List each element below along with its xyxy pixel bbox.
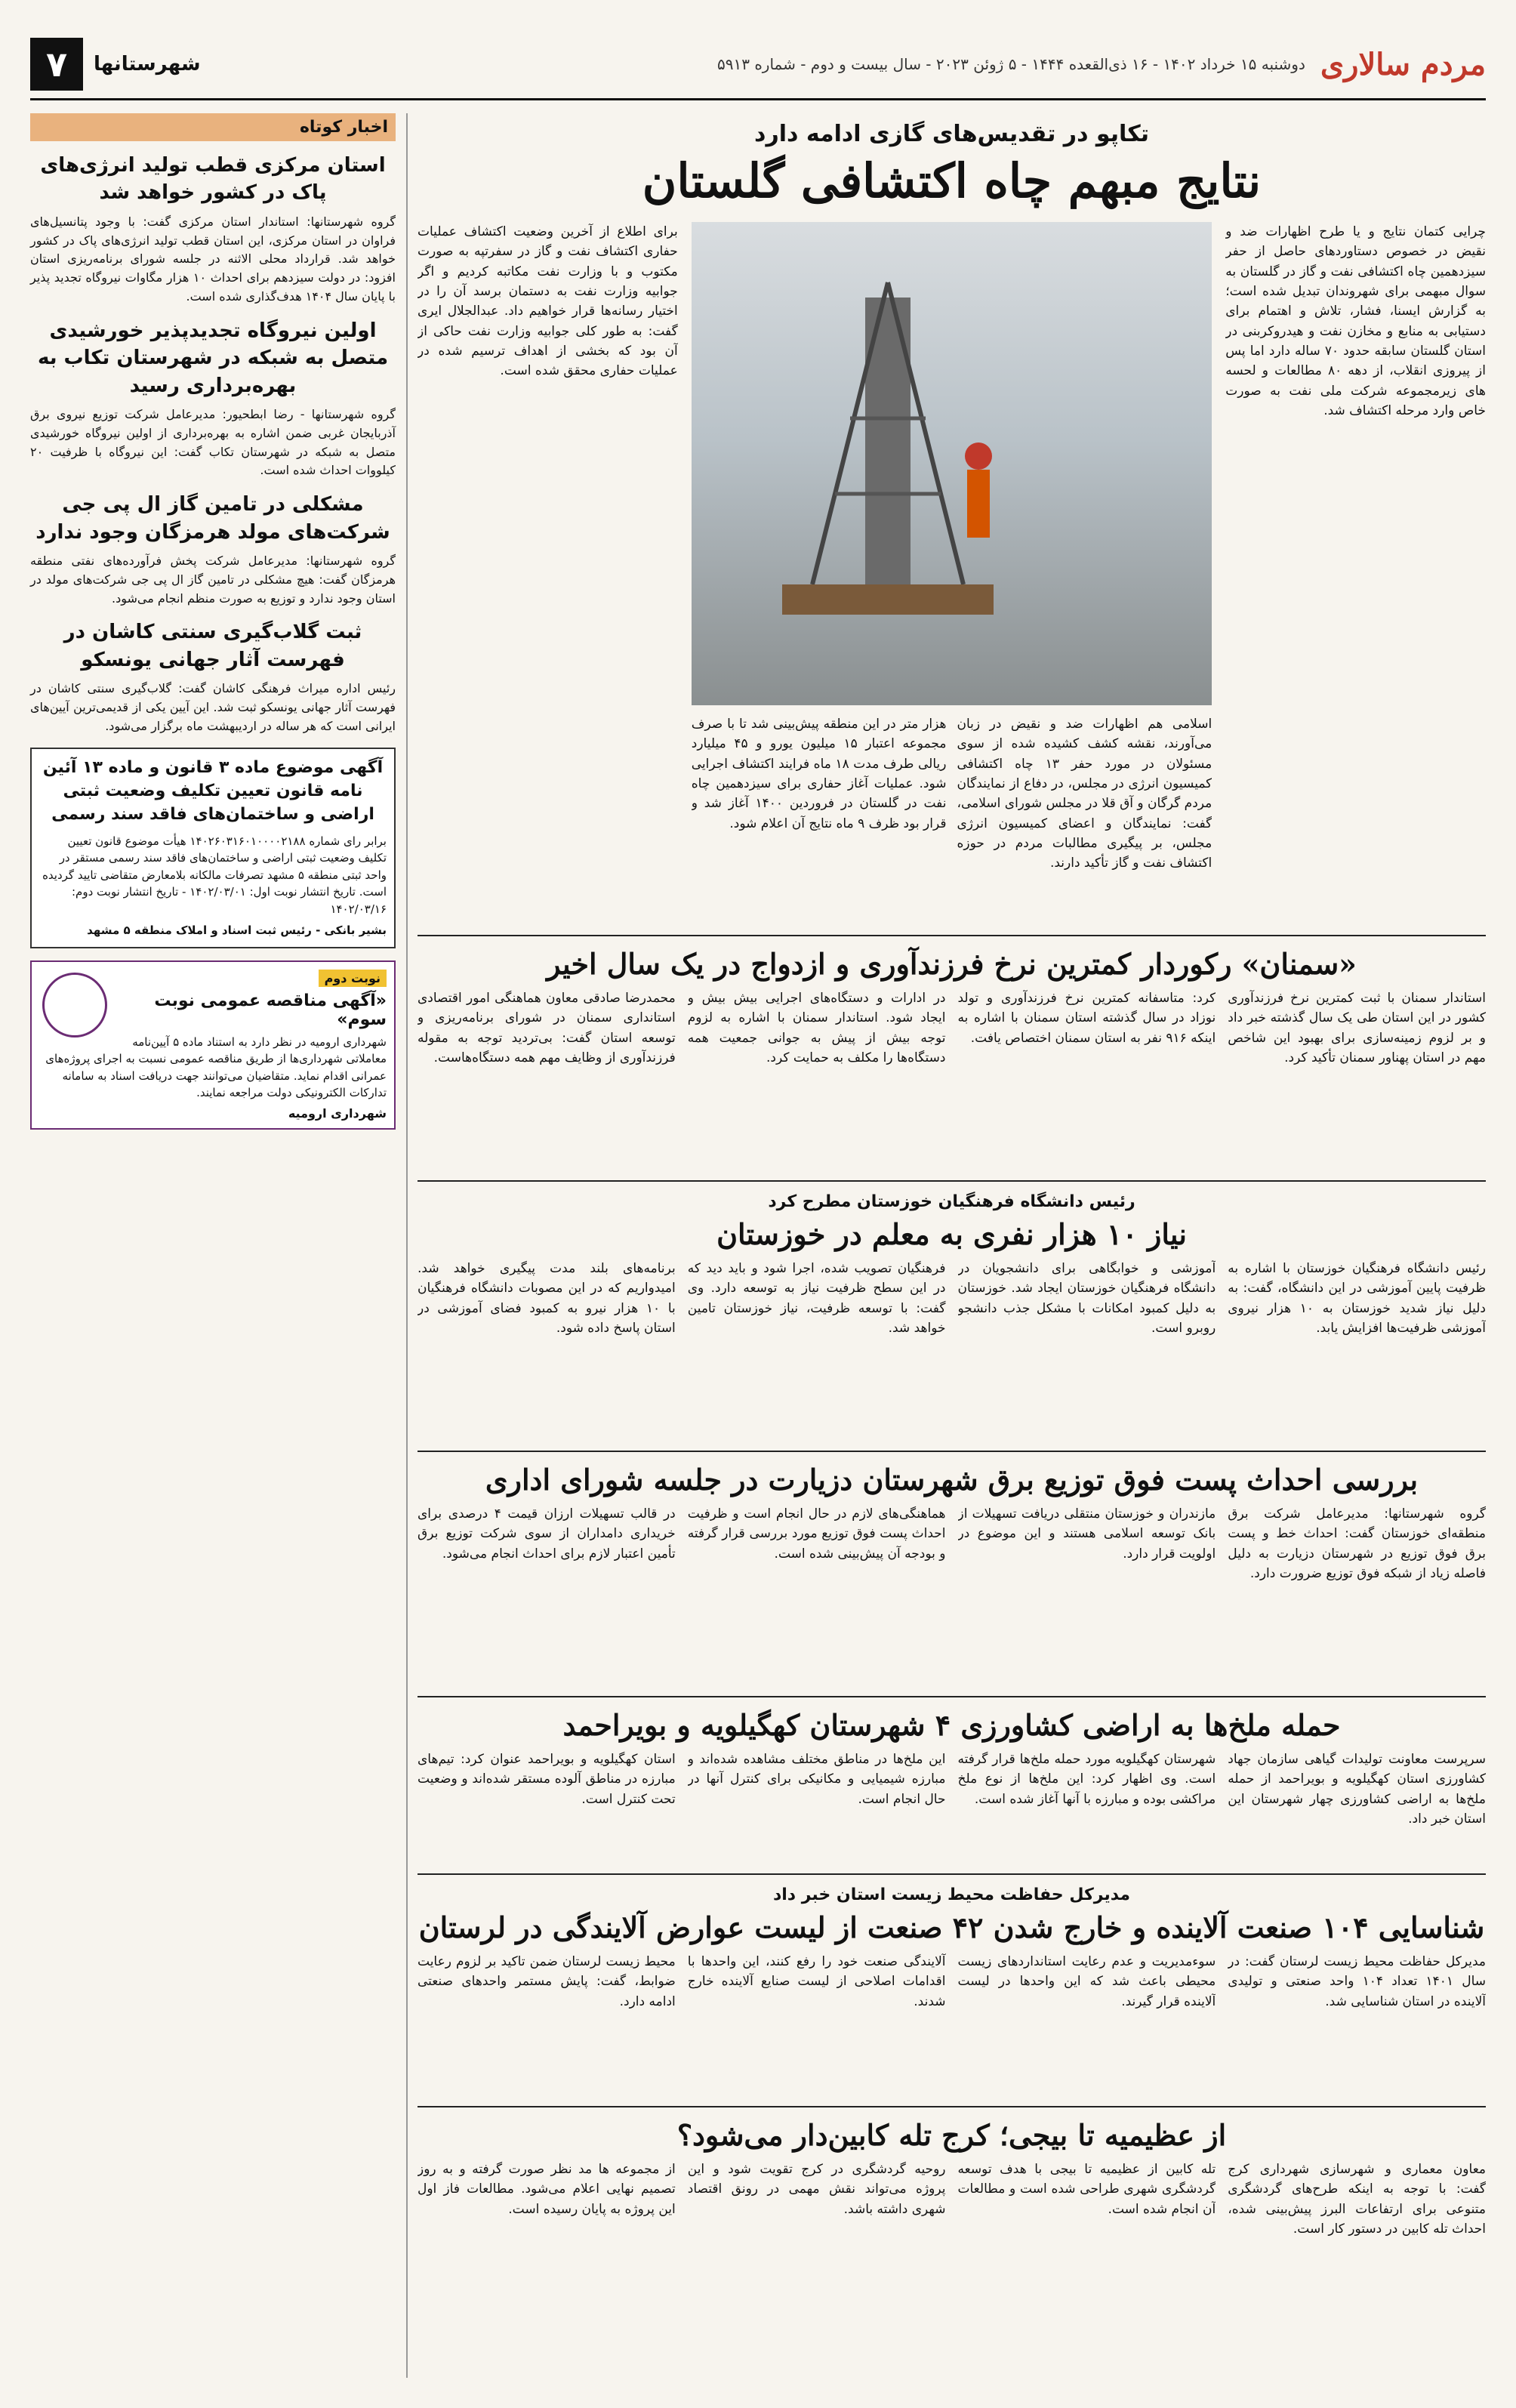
tender-body: شهرداری ارومیه در نظر دارد به استناد ماده ۵ آیین‌نامه معاملاتی شهرداری‌ها از طریق مناقصه عمومی نسبت به اجرای پروژه‌های عمرانی اقدام نماید. متقاضیان می‌توانند جهت دریافت اسناد به سامانه تدارکات الکترونیکی دولت مراجعه نمایند. <box>45 1034 387 1100</box>
brief-body: گروه شهرستانها: مدیرعامل شرکت پخش فرآورده‌های نفتی منطقه هرمزگان گفت: هیچ مشکلی در تامین گاز ال پی جی شرکت‌های مولد در استان وجود ندارد و توزیع به صورت منظم انجام می‌شود. <box>30 553 396 606</box>
notice-signature: بشیر بانکی - رئیس ثبت اسناد و املاک منطقه ۵ مشهد <box>87 923 387 938</box>
brief-title[interactable]: اولین نیروگاه تجدیدپذیر خورشیدی متصل به شبکه در شهرستان تکاب به بهره‌برداری رسید <box>37 319 389 397</box>
notice-body: برابر رای شماره ۱۴۰۲۶۰۳۱۶۰۱۰۰۰۰۲۱۸۸ هیأت موضوع قانون تعیین تکلیف وضعیت ثبتی اراضی و ساختمان‌های فاقد سند رسمی مستقر در واحد ثبتی منطقه ۵ مشهد تصرفات مالکانه بلامعارض متقاضی تایید گردیده است. تاریخ انتشار نوبت اول: ۱۴۰۲/۰۳/۰۱ - تاریخ انتشار نوبت دوم: ۱۴۰۲/۰۳/۱۶ <box>42 834 387 916</box>
divider <box>418 1696 1486 1697</box>
story-col: سوءمدیریت و عدم رعایت استانداردهای زیست محیطی باعث شد که این واحدها در لیست آلاینده قرار گیرند. <box>957 1954 1216 2009</box>
story-body <box>418 1952 1486 2095</box>
sidebar <box>30 113 408 2378</box>
story-col: محیط زیست لرستان ضمن تاکید بر لزوم رعایت ضوابط، گفت: پایش مستمر واحدهای صنعتی ادامه دارد. <box>418 1954 676 2009</box>
story-headline[interactable]: «سمنان» رکوردار کمترین نرخ فرزندآوری و ازدواج در یک سال اخیر <box>547 947 1357 981</box>
lead-story <box>418 222 1486 924</box>
story-kicker: رئیس دانشگاه فرهنگیان خوزستان مطرح کرد <box>768 1192 1135 1211</box>
story-col: روحیه گردشگری در کرج تقویت شود و این پروژه می‌تواند نقش مهمی در رونق اقتصاد شهری داشته باشد. <box>687 2162 946 2217</box>
story-body <box>418 1259 1486 1440</box>
divider <box>418 935 1486 936</box>
tender-signature: شهرداری ارومیه <box>288 1105 387 1121</box>
story-col: مازندران و خوزستان منتقلی دریافت تسهیلات از بانک توسعه اسلامی هستند و این موضوع در اولویت قرار دارد. <box>957 1506 1216 1562</box>
lead-col-4: هزار متر در این منطقه پیش‌بینی شد تا با صرف مجموعه اعتبار ۱۵ میلیون یورو و ۴۵ میلیارد ریالی طرف مدت ۱۸ ماه فرایند اکتشاف اجرایی شود. عملیات آغاز حفاری برای سیزدهمین چاه نفت در گلستان در فروردین ۱۴۰۰ آغاز شد و قرار بود ظرف ۹ ماه نتایج آن اعلام شود. <box>691 717 947 831</box>
brief-body: رئیس اداره میراث فرهنگی کاشان گفت: گلاب‌گیری سنتی کاشان در فهرست آثار جهانی یونسکو ثبت شد. این آیین یکی از قدیمی‌ترین آیین‌های ایرانی است که هر ساله در اردیبهشت ماه برگزار می‌شود. <box>30 681 396 733</box>
story-col: شهرستان کهگیلویه مورد حمله ملخ‌ها قرار گرفته است. وی اظهار کرد: این ملخ‌ها از نوع ملخ مراکشی بوده و مبارزه با آنها آغاز شده است. <box>957 1752 1216 1807</box>
story-col: تله کابین از عظیمیه تا بیجی با هدف توسعه گردشگری شهری طراحی شده است و مطالعات آن انجام شده است. <box>957 2162 1216 2217</box>
brief-item <box>30 317 396 480</box>
main-content <box>418 113 1486 2378</box>
notice-title: آگهی موضوع ماده ۳ قانون و ماده ۱۳ آئین نامه قانون تعیین تکلیف وضعیت ثبتی اراضی و ساختمان‌های فاقد سند رسمی <box>42 758 384 825</box>
page-number: ۷ <box>30 38 83 91</box>
newspaper-logo[interactable]: مردم سالاری <box>1320 46 1486 82</box>
brief-title[interactable]: ثبت گلاب‌گیری سنتی کاشان در فهرست آثار جهانی یونسکو <box>63 621 362 671</box>
lead-col-3: اسلامی هم اظهارات ضد و نقیض در زبان می‌آورند، نقشه کشف کشیده شده از سوی مسئولان در مورد حفر ۱۳ چاه اکتشافی کمیسیون انرژی در مجلس، در دفاع از نمایندگان مردم گرگان و آق قلا در مجلس شورای اسلامی، گفت: نمایندگان و اعضای کمیسیون انرژی مجلس، بر پیگیری مطالبات مردم در حوزه اکتشاف نفت و گاز تأکید دارند. <box>957 717 1212 871</box>
story-headline[interactable]: حمله ملخ‌ها به اراضی کشاورزی ۴ شهرستان کهگیلویه و بویراحمد <box>562 1708 1341 1742</box>
lead-col-2: برای اطلاع از آخرین وضعیت اکتشاف عملیات حفاری اکتشاف نفت و گاز در سفرتپه به صورت مکتوب و با وزارت نفت مکاتبه کردیم و اگر جوابیه وزارت نفت به دستمان برسد آن را در اختیار رسانه‌ها قرار خواهیم داد. عبدالجلال ایری گفت: به طور کلی جوابیه وزارت نفت حاکی از آن بود که بخشی از اهداف ترسیم شده در عملیات حفاری محقق شده است. <box>418 224 678 379</box>
lead-photo <box>692 222 1212 705</box>
divider <box>418 2106 1486 2107</box>
story-body <box>418 2160 1486 2356</box>
divider <box>418 1451 1486 1452</box>
story-col: برنامه‌های بلند مدت پیگیری خواهد شد. امیدواریم که در این مصوبات دانشگاه فرهنگیان با ۱۰ هزار نیرو به کمبود فضای آموزشی در استان پاسخ داده شود. <box>418 1261 676 1337</box>
masthead <box>30 30 1486 100</box>
story-col: این ملخ‌ها در مناطق مختلف مشاهده شده‌اند و مبارزه شیمیایی و مکانیکی برای کنترل آنها در حال انجام است. <box>687 1752 946 1807</box>
page-indicator <box>30 38 201 91</box>
story-col: کرد: متاسفانه کمترین نرخ فرزندآوری و تولد نوزاد در سال گذشته استان سمنان با اشاره به اینکه ۹۱۶ نفر به استان سمنان اختصاص یافت. <box>957 991 1216 1046</box>
story-col: گروه شهرستانها: مدیرعامل شرکت برق منطقه‌ای خوزستان گفت: احداث خط و پست برق فوق توزیع در شهرستان دزیارت به دلیل فاصله زیاد از شبکه فوق توزیع ضرورت دارد. <box>1228 1506 1486 1582</box>
brief-item <box>30 491 396 608</box>
story-col: از مجموعه ها مد نظر صورت گرفته و به روز تصمیم نهایی اعلام می‌شود. مطالعات فاز اول این پروژه به پایان رسیده است. <box>418 2162 676 2217</box>
dateline: دوشنبه ۱۵ خرداد ۱۴۰۲ - ۱۶ ذی‌القعده ۱۴۴۴ - ۵ ژوئن ۲۰۲۳ - سال بیست و دوم - شماره ۵۹۱۳ <box>717 55 1305 73</box>
story-headline[interactable]: نیاز ۱۰ هزار نفری به معلم در خوزستان <box>716 1217 1187 1251</box>
divider <box>418 1180 1486 1182</box>
brief-title[interactable]: مشکلی در تامین گاز ال پی جی شرکت‌های مولد هرمزگان وجود ندارد <box>35 493 390 544</box>
story-col: معاون معماری و شهرسازی شهرداری کرج گفت: با توجه به اینکه طرح‌های گردشگری متنوعی برای ارتفاعات البرز پیش‌بینی شده، احداث تله کابین در دستور کار است. <box>1228 2162 1486 2237</box>
brief-body: گروه شهرستانها - رضا ابطحیور: مدیرعامل شرکت توزیع نیروی برق آذربایجان غربی ضمن اشاره به بهره‌برداری از اولین نیروگاه خورشیدی متصل به شبکه در شهرستان تکاب گفت: این نیروگاه با ظرفیت ۲۰ کیلووات احداث شده است. <box>30 406 396 478</box>
story-col: در قالب تسهیلات ارزان قیمت ۴ درصدی برای خریداری دامداران از سوی شرکت توزیع برق تأمین اعتبار لازم برای احداث انجام می‌شود. <box>418 1506 676 1562</box>
tender-title[interactable]: «آگهی مناقصه عمومی نوبت سوم» <box>154 991 387 1029</box>
tender-tag: نوبت دوم <box>319 970 387 987</box>
story-headline[interactable]: شناسایی ۱۰۴ صنعت آلاینده و خارج شدن ۴۲ صنعت از لیست عوارض آلایندگی در لرستان <box>418 1910 1485 1944</box>
story-kicker: مدیرکل حفاظت محیط زیست استان خبر داد <box>772 1885 1131 1904</box>
story-body <box>418 1504 1486 1685</box>
story-body <box>418 988 1486 1170</box>
story-col: محمدرضا صادقی معاون هماهنگی امور اقتصادی استانداری سمنان در شورای برنامه‌ریزی و توسعه استان گفت: بی‌تردید توجه به مقوله فرزندآوری از وظایف مهم همه دستگاه‌هاست. <box>418 991 676 1066</box>
story-col: استاندار سمنان با ثبت کمترین نرخ فرزندآوری کشور در این استان طی یک سال گذشته خبر داد و بر لزوم زمینه‌سازی برای بهبود این شاخص مهم در استان پهناور سمنان تأکید کرد. <box>1228 991 1486 1066</box>
story-col: در ادارات و دستگاه‌های اجرایی بیش بیش و ایجاد شود. استاندار سمنان با اشاره به لزوم توجه بیش از پیش به جوانی جمعیت همه دستگاه‌ها را مکلف به حمایت کرد. <box>687 991 946 1066</box>
municipality-emblem-icon <box>42 973 107 1038</box>
drilling-rig-illustration <box>752 267 1024 660</box>
sidebar-header: اخبار کوتاه <box>30 113 396 141</box>
brief-body: گروه شهرستانها: استاندار استان مرکزی گفت: با وجود پتانسیل‌های فراوان در استان مرکزی، این استان قطب تولید انرژی‌های پاک در کشور خواهد شد. قرارداد محلی الاثنه در جلسه شورای برنامه‌ریزی استان افزود: در دولت سیزدهم برای احداث ۱۰ هزار مگاوات نیروگاه تجدید پذیر با پایان سال ۱۴۰۴ هدف‌گذاری شده است. <box>30 214 396 304</box>
story-col: رئیس دانشگاه فرهنگیان خوزستان با اشاره به ظرفیت پایین آموزشی در این دانشگاه، گفت: به دلیل نیاز شدید خوزستان به ۱۰ هزار نیروی آموزشی ظرفیت‌ها افزایش یابد. <box>1228 1261 1486 1337</box>
lead-col-1: چرایی کتمان نتایج و یا طرح اظهارات ضد و نقیض در خصوص دستاوردهای حاصل از حفر سیزدهمین چاه اکتشافی نفت و گاز در گلستان به سوال مبهمی برای شهروندان تبدیل شده است؛ به گزارش ایسنا، فشار، تلاش و اهتمام برای دستیابی به منابع و مخازن نفت و هیدروکربنی در استان گلستان سابقه حدود ۷۰ ساله دارد اما پس از پیروزی انقلاب، از دهه ۸۰ مطالعات و لحسه های زیرمجموعه شرکت ملی نفت به صورت خاص وارد مرحله اکتشاف شد. <box>1225 224 1486 419</box>
story-body <box>418 1750 1486 1863</box>
story-headline[interactable]: از عظیمیه تا بیجی؛ کرج تله کابین‌دار می‌شود؟ <box>676 2118 1227 2152</box>
story-col: سرپرست معاونت تولیدات گیاهی سازمان جهاد کشاورزی استان کهگیلویه و بویراحمد از حمله ملخ‌ها به اراضی کشاورزی چهار شهرستان این استان خبر داد. <box>1228 1752 1486 1827</box>
story-col: هماهنگی‌های لازم در حال انجام است و ظرفیت احداث پست فوق توزیع مورد بررسی قرار گرفته و بودجه آن پیش‌بینی شده است. <box>687 1506 946 1562</box>
story-col: آموزشی و خوابگاهی برای دانشجویان در دانشگاه فرهنگیان خوزستان ایجاد شد. خوزستان به دلیل کمبود امکانات با مشکل جذب دانشجو روبرو است. <box>957 1261 1216 1337</box>
brief-item <box>30 618 396 735</box>
lead-kicker: تکاپو در تقدیس‌های گازی ادامه دارد <box>754 121 1149 147</box>
legal-notice <box>30 748 396 948</box>
divider <box>418 1873 1486 1875</box>
brief-item <box>30 152 396 307</box>
brief-title[interactable]: استان مرکزی قطب تولید انرژی‌های پاک در کشور خواهد شد <box>40 154 386 205</box>
story-headline[interactable]: بررسی احداث پست فوق توزیع برق شهرستان دزیارت در جلسه شورای اداری <box>485 1463 1419 1497</box>
tender-ad <box>30 960 396 1130</box>
lead-headline[interactable]: نتایج مبهم چاه اکتشافی گلستان <box>642 153 1262 208</box>
story-col: فرهنگیان تصویب شده، اجرا شود و باید دید که در این سطح ظرفیت نیاز به توسعه دارد. وی گفت: با توسعه ظرفیت، نیاز خوزستان تامین خواهد شد. <box>687 1261 946 1337</box>
story-col: مدیرکل حفاظت محیط زیست لرستان گفت: در سال ۱۴۰۱ تعداد ۱۰۴ واحد صنعتی و تولیدی آلاینده در استان شناسایی شد. <box>1228 1954 1486 2009</box>
section-title: شهرستانها <box>94 53 201 76</box>
story-col: آلایندگی صنعت خود را رفع کنند، این واحدها با اقدامات اصلاحی از لیست صنایع آلاینده خارج شدند. <box>687 1954 946 2009</box>
story-col: استان کهگیلویه و بویراحمد عنوان کرد: تیم‌های مبارزه در مناطق آلوده مستقر شده‌اند و وضعیت تحت کنترل است. <box>418 1752 676 1807</box>
